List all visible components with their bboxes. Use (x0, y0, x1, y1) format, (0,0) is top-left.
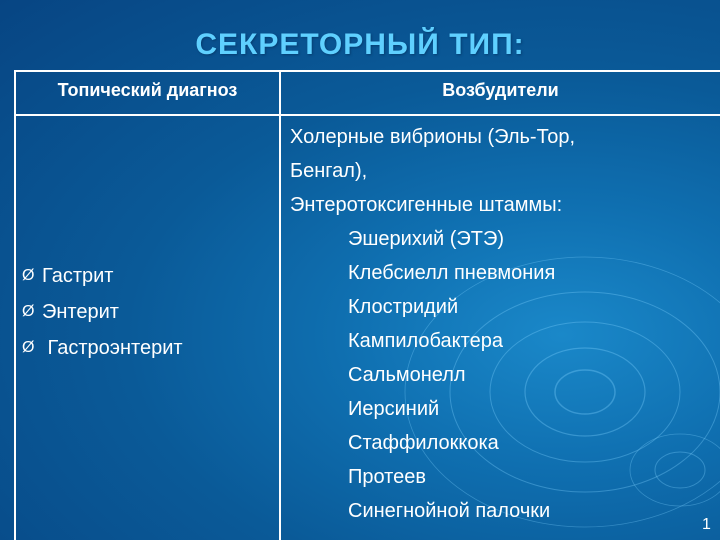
pathogen-line: Холерные вибрионы (Эль-Тор, (290, 126, 576, 148)
list-item (22, 294, 183, 330)
list-item (22, 330, 183, 366)
pathogens-column (290, 120, 575, 528)
table-border-header-bottom (14, 114, 720, 116)
diagnosis-text: Гастроэнтерит (42, 337, 183, 359)
pathogen-item: Синегнойной палочки (348, 500, 551, 522)
diagnosis-list (22, 258, 183, 366)
table-border-top (14, 70, 720, 72)
table-border-left (14, 70, 16, 540)
pathogen-item: Протеев (348, 466, 426, 488)
pathogen-line: Энтеротоксигенные штаммы: (290, 194, 563, 216)
list-item (22, 258, 183, 294)
pathogen-item: Кампилобактера (348, 330, 503, 352)
pathogen-item: Иерсиний (348, 398, 440, 420)
header-diagnosis: Топический диагноз (57, 80, 238, 100)
arrow-bullet-icon: Ø (22, 303, 35, 320)
diagnosis-text: Гастрит (42, 265, 114, 287)
header-pathogens: Возбудители (442, 80, 559, 100)
page-number: 1 (702, 516, 711, 533)
diagnosis-text: Энтерит (42, 301, 119, 323)
pathogen-line: Бенгал), (290, 160, 368, 182)
arrow-bullet-icon: Ø (22, 339, 35, 356)
pathogen-item: Сальмонелл (348, 364, 466, 386)
arrow-bullet-icon: Ø (22, 267, 35, 284)
slide-title: СЕКРЕТОРНЫЙ ТИП: (195, 28, 525, 61)
table-column-divider (279, 70, 281, 540)
pathogen-item: Эшерихий (ЭТЭ) (348, 228, 505, 250)
pathogen-item: Клостридий (348, 296, 459, 318)
pathogen-item: Стаффилоккока (348, 432, 499, 454)
pathogen-item: Клебсиелл пневмония (348, 262, 556, 284)
